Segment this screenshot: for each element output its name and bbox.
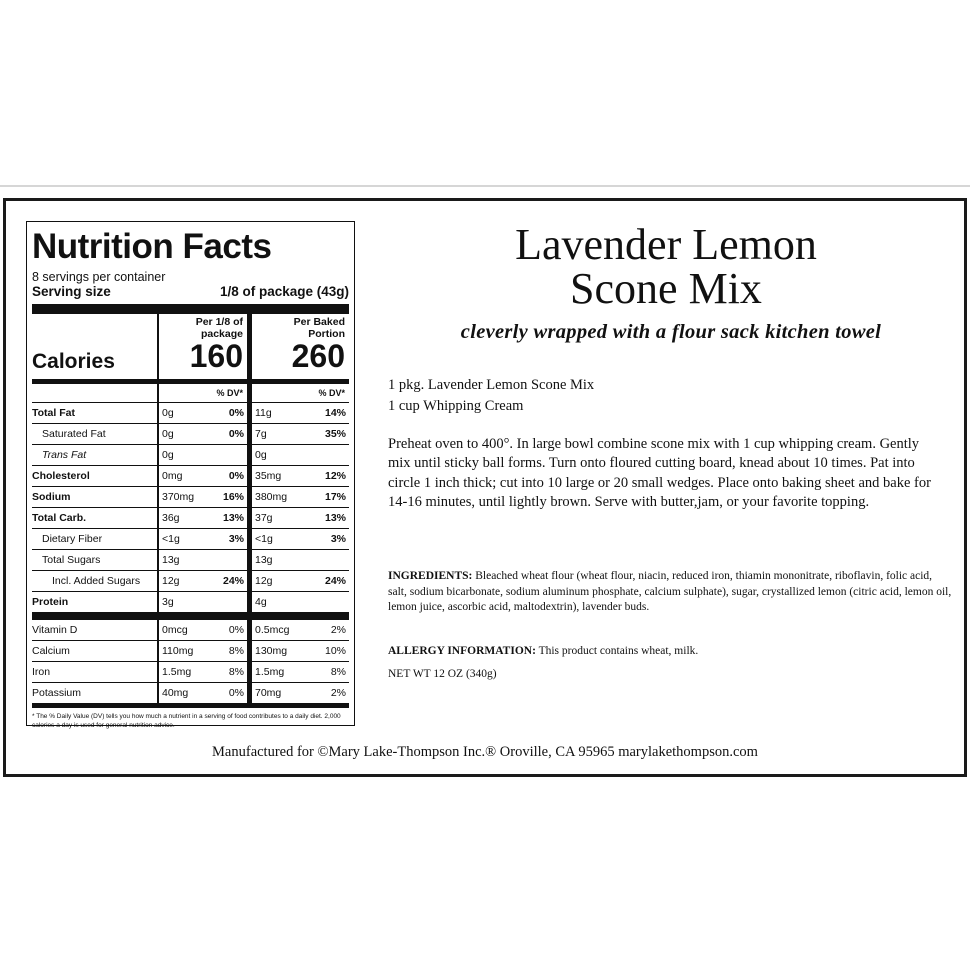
nutrient-row [32,683,349,708]
dv-header-package: % DV* [157,384,247,402]
nutrient-baked-dv: 8% [330,666,346,678]
nutrient-baked-dv: 3% [330,533,346,545]
nutrient-package-amount: 3g [162,596,174,608]
calories-package-value: 160 [189,338,243,374]
nutrient-baked-amount: 7g [255,428,267,440]
ingredients-statement [388,569,953,616]
daily-value-footnote: * The % Daily Value (DV) tells you how much a nutrient in a serving of food contributes to a daily diet. 2,000 calories a day is used for general nutrition advice. [32,713,341,729]
nutrient-package-amount: 0mg [162,470,183,482]
nutrient-baked-cell [247,403,349,423]
nutrient-rows [32,403,349,708]
nutrient-package-cell [157,508,247,528]
nutrient-package-amount: 1.5mg [162,666,192,678]
nutrient-package-cell [157,592,247,612]
nutrient-label: Dietary Fiber [42,533,103,545]
column-header-package: Per 1/8 of package [195,316,243,340]
nutrient-baked-amount: 12g [255,575,273,587]
nutrient-baked-cell [247,445,349,465]
nutrient-package-cell [157,620,247,640]
allergy-label: ALLERGY INFORMATION: [388,645,536,657]
nutrient-package-amount: 40mg [162,687,189,699]
servings-per-container: 8 servings per container [32,270,166,284]
calories-column-baked [247,314,349,379]
calories-label: Calories [32,350,115,373]
nutrient-baked-cell [247,487,349,507]
ingredients-text: Bleached wheat flour (wheat flour, niacin, reduced iron, thiamin mononitrate, riboflavin, folic acid, salt, sodium bicarbonate, sodium aluminum phosphate, calcium sulphate), sugar, crystallized lemon (citric acid, lemon oil, lemon juice, ascorbic acid, maltodextrin), lavender buds. [388,570,952,613]
nutrient-label: Total Carb. [32,512,87,524]
nutrient-baked-cell [247,508,349,528]
nutrient-package-cell [157,641,247,661]
nutrient-row [32,445,349,466]
nutrient-package-amount: 0g [162,407,174,419]
product-title-line-2: Scone Mix [570,264,762,313]
nutrient-row [32,662,349,683]
nutrient-baked-dv: 2% [330,624,346,636]
nutrient-package-dv: 0% [228,407,244,419]
nutrient-row [32,403,349,424]
thick-divider [32,304,349,314]
nutrient-label: Incl. Added Sugars [52,575,141,587]
nutrient-baked-amount: 35mg [255,470,282,482]
allergy-text: This product contains wheat, milk. [535,645,699,657]
nutrient-baked-amount: 0.5mcg [255,624,290,636]
nutrient-package-cell [157,445,247,465]
nutrient-package-dv: 24% [222,575,244,587]
serving-size-value: 1/8 of package (43g) [219,284,349,299]
column-header-baked: Per Baked Portion [293,316,345,340]
nutrient-package-dv: 16% [222,491,244,503]
nutrient-baked-dv: 24% [324,575,346,587]
nutrient-package-dv: 3% [228,533,244,545]
nutrient-baked-amount: <1g [255,533,273,545]
nutrient-label: Vitamin D [32,624,78,636]
nutrient-package-dv: 0% [228,624,244,636]
nutrient-row [32,592,349,620]
ingredients-label: INGREDIENTS: [388,570,473,582]
dv-header-baked: % DV* [247,384,349,402]
nutrient-baked-amount: 37g [255,512,273,524]
nutrient-baked-amount: 0g [255,449,267,461]
nutrient-baked-amount: 11g [255,407,272,419]
nutrient-label: Total Fat [32,407,75,419]
baking-directions: Preheat oven to 400°. In large bowl combine scone mix with 1 cup whipping cream. Gently mix until sticky ball forms. Turn onto floured cutting board, knead about 10 times. Pat into circle 1 inch thick; cut into 10 large or 20 small wedges. Place onto baking sheet and bake for 14-16 minutes, until lightly brown. Serve with butter,jam, or your favorite topping. [388,436,931,510]
nutrient-baked-dv: 14% [324,407,346,419]
nutrient-label: Trans Fat [42,449,87,461]
nutrient-baked-cell [247,466,349,486]
required-item: 1 pkg. Lavender Lemon Scone Mix [388,377,595,393]
nutrient-package-cell [157,550,247,570]
product-label [3,198,967,777]
nutrient-baked-amount: 4g [255,596,267,608]
nutrient-row [32,508,349,529]
nutrient-label: Cholesterol [32,470,90,482]
required-item: 1 cup Whipping Cream [388,398,524,414]
nutrient-baked-cell [247,641,349,661]
calories-row [32,314,349,384]
nutrient-baked-cell [247,550,349,570]
serving-size-row [32,284,349,300]
serving-size-label: Serving size [32,284,111,299]
manufacturer-footer: Manufactured for ©Mary Lake-Thompson Inc.® Oroville, CA 95965 marylakethompson.com [212,744,758,760]
nutrient-package-cell [157,403,247,423]
nutrient-baked-cell [247,424,349,444]
net-weight: NET WT 12 OZ (340g) [388,668,497,680]
nutrition-facts-title: Nutrition Facts [32,227,272,266]
nutrient-baked-amount: 70mg [255,687,282,699]
nutrient-package-dv: 0% [228,470,244,482]
allergy-statement [388,644,953,659]
nutrient-row [32,571,349,592]
nutrient-package-amount: 13g [162,554,180,566]
nutrient-package-dv: 0% [228,687,244,699]
nutrient-package-dv: 8% [228,666,244,678]
nutrient-baked-cell [247,529,349,549]
nutrient-package-cell [157,529,247,549]
nutrient-row [32,487,349,508]
nutrient-row [32,641,349,662]
nutrient-package-amount: 0g [162,428,174,440]
nutrient-baked-amount: 1.5mg [255,666,285,678]
nutrient-baked-amount: 13g [255,554,273,566]
product-title [391,220,941,313]
required-items-list [388,375,594,417]
nutrient-package-cell [157,487,247,507]
nutrient-label: Potassium [32,687,82,699]
nutrient-package-cell [157,683,247,703]
nutrient-baked-cell [247,662,349,682]
nutrient-label: Saturated Fat [42,428,106,440]
nutrient-package-cell [157,466,247,486]
nutrient-package-amount: 0g [162,449,174,461]
nutrient-package-amount: 370mg [162,491,195,503]
nutrient-row [32,620,349,641]
nutrient-label: Iron [32,666,51,678]
nutrient-label: Protein [32,596,69,608]
nutrient-row [32,529,349,550]
daily-value-header-row [32,384,349,403]
nutrient-label: Calcium [32,645,70,657]
nutrient-row [32,550,349,571]
nutrient-package-amount: 12g [162,575,180,587]
product-title-line-1: Lavender Lemon [515,220,817,269]
nutrient-package-dv: 13% [222,512,244,524]
nutrition-facts-panel [26,221,355,729]
top-divider-line [0,185,970,187]
nutrient-baked-dv: 17% [324,491,346,503]
nutrient-label: Total Sugars [42,554,101,566]
nutrient-package-amount: 0mcg [162,624,188,636]
nutrient-package-dv: 0% [228,428,244,440]
nutrient-baked-cell [247,620,349,640]
nutrient-package-cell [157,424,247,444]
nutrient-baked-cell [247,571,349,591]
nutrient-row [32,466,349,487]
nutrient-baked-amount: 380mg [255,491,288,503]
nutrient-baked-dv: 35% [324,428,346,440]
nutrient-package-dv: 8% [228,645,244,657]
nutrient-baked-amount: 130mg [255,645,288,657]
nutrient-baked-cell [247,683,349,703]
nutrient-baked-dv: 12% [324,470,346,482]
nutrient-package-amount: 110mg [162,645,194,657]
nutrient-baked-dv: 10% [324,645,346,657]
nutrient-package-amount: <1g [162,533,180,545]
nutrient-baked-dv: 2% [330,687,346,699]
nutrient-package-cell [157,571,247,591]
nutrient-package-cell [157,662,247,682]
calories-baked-value: 260 [291,338,345,374]
nutrient-baked-dv: 13% [324,512,346,524]
product-subtitle: cleverly wrapped with a flour sack kitchen towel [460,321,882,343]
calories-column-package [157,314,247,379]
nutrient-baked-cell [247,592,349,612]
nutrient-package-amount: 36g [162,512,180,524]
nutrient-label: Sodium [32,491,71,503]
nutrient-row [32,424,349,445]
